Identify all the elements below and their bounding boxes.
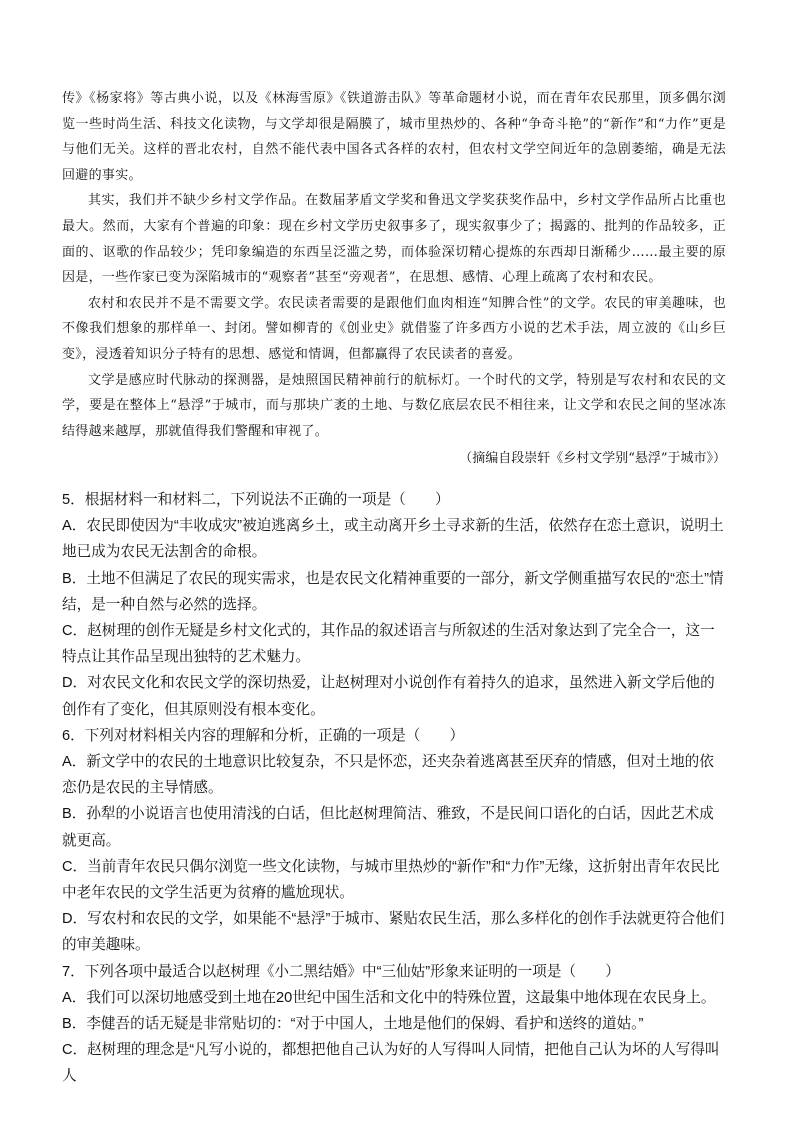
question-5-option-c: C．赵树理的创作无疑是乡村文化式的，其作品的叙述语言与所叙述的生活对象达到了完全合一，这一特点让其作品呈现出独特的艺术魅力。 xyxy=(62,623,715,666)
question-5-option-b: B．土地不但满足了农民的现实需求，也是农民文化精神重要的一部分，新文学侧重描写农民的“恋土”情结，是一种自然与必然的选择。 xyxy=(62,570,724,613)
passage-paragraph-4: 文学是感应时代脉动的探测器，是烛照国民精神前行的航标灯。一个时代的文学，特别是写农村和农民的文学，要是在整体上“悬浮”于城市，而与那块广袤的土地、与数亿底层农民不相往来，让文学和农民之间的坚冰冻结得越来越厚，那就值得我们警醒和审视了。 xyxy=(62,372,726,439)
reading-passage xyxy=(62,86,726,472)
question-7-option-a: A．我们可以深切地感受到土地在20世纪中国生活和文化中的特殊位置，这最集中地体现在农民身上。 xyxy=(62,989,716,1006)
question-6-option-b: B．孙犁的小说语言也使用清浅的白话，但比赵树理简洁、雅致，不是民间口语化的白话，因此艺术成就更高。 xyxy=(62,806,714,849)
question-7-option-b: B．李健吾的话无疑是非常贴切的：“对于中国人，土地是他们的保姆、看护和送终的道姑。” xyxy=(62,1016,644,1033)
passage-paragraph-1: 传》《杨家将》等古典小说，以及《林海雪原》《铁道游击队》等革命题材小说，而在青年农民那里，顶多偶尔浏览一些时尚生活、科技文化读物，与文学却很是隔膜了，城市里热炒的、各种“争奇斗艳”的“新作”和“力作”更是与他们无关。这样的晋北农村，自然不能代表中国各式各样的农村，但农村文学空间近年的急剧萎缩，确是无法回避的事实。 xyxy=(62,91,726,183)
passage-paragraph-2: 其实，我们并不缺少乡村文学作品。在数届茅盾文学奖和鲁迅文学奖获奖作品中，乡村文学作品所占比重也最大。然而，大家有个普遍的印象：现在乡村文学历史叙事多了，现实叙事少了；揭露的、批判的作品较多，正面的、讴歌的作品较少；凭印象编造的东西呈泛滥之势，而体验深切精心提炼的东西却日渐稀少……最主要的原因是，一些作家已变为深陷城市的“观察者”甚至“旁观者”，在思想、感情、心理上疏离了农村和农民。 xyxy=(62,193,726,286)
passage-source: （摘编自段崇轩《乡村文学别“悬浮”于城市》） xyxy=(459,451,726,467)
question-6-option-c: C．当前青年农民只偶尔浏览一些文化读物，与城市里热炒的“新作”和“力作”无缘，这折射出青年农民比中老年农民的文学生活更为贫瘠的尴尬现状。 xyxy=(62,858,720,902)
question-6-option-d: D．写农村和农民的文学，如果能不“悬浮”于城市、紧贴农民生活，那么多样化的创作手法就更符合他们的审美趣味。 xyxy=(62,911,725,954)
question-5-stem: 5．根据材料一和材料二，下列说法不正确的一项是（ ） xyxy=(62,492,450,508)
question-7-stem: 7．下列各项中最适合以赵树理《小二黑结婚》中“三仙姑”形象来证明的一项是（ ） xyxy=(62,963,620,980)
question-5-option-a: A．农民即使因为“丰收成灾”被迫逃离乡土，或主动离开乡土寻求新的生活，依然存在恋土意识，说明土地已成为农民无法割舍的命根。 xyxy=(62,518,724,561)
question-6-option-a: A．新文学中的农民的土地意识比较复杂，不只是怀恋，还夹杂着逃离甚至厌弃的情感，但对土地的依恋仍是农民的主导情感。 xyxy=(62,754,714,797)
question-5-option-d: D．对农民文化和农民文学的深切热爱，让赵树理对小说创作有着持久的追求，虽然进入新文学后他的创作有了变化，但其原则没有根本变化。 xyxy=(62,675,715,718)
question-list xyxy=(62,487,726,1090)
passage-paragraph-3: 农村和农民并不是不需要文学。农民读者需要的是跟他们血肉相连“知脾合性”的文学。农民的审美趣味，也不像我们想象的那样单一、封闭。譬如柳青的《创业史》就借鉴了许多西方小说的艺术手法，周立波的《山乡巨变》，浸透着知识分子特有的思想、感觉和情调，但都赢得了农民读者的喜爱。 xyxy=(62,295,726,362)
question-7-option-c: C．赵树理的理念是“凡写小说的，都想把他自己认为好的人写得叫人同情，把他自己认为坏的人写得叫人 xyxy=(62,1042,720,1085)
question-6-stem: 6．下列对材料相关内容的理解和分析，正确的一项是（ ） xyxy=(62,727,465,744)
